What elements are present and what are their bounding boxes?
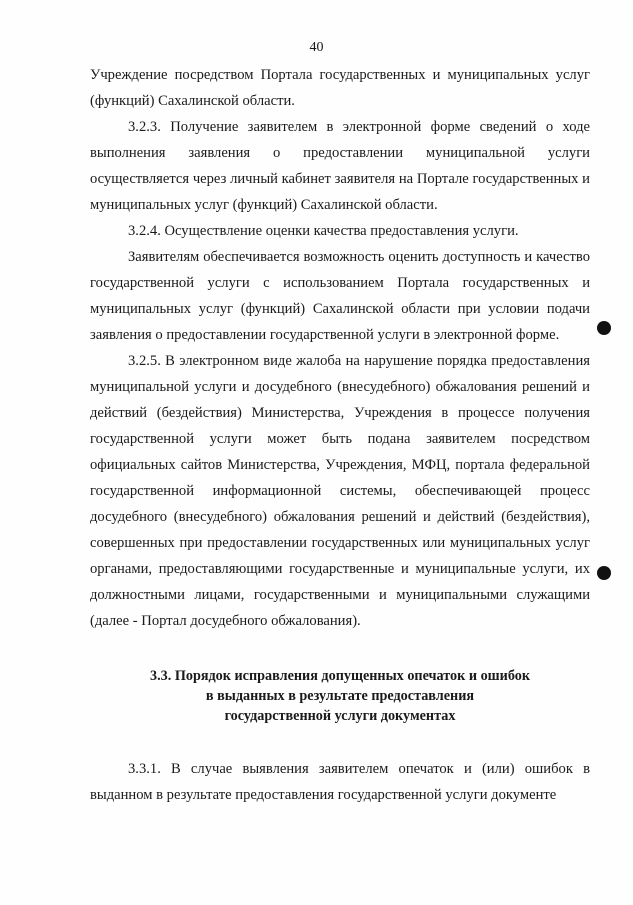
section-heading-line-3: государственной услуги документах <box>224 708 456 724</box>
section-heading-line-2: в выданных в результате предоставления <box>205 688 475 704</box>
section-heading <box>90 666 590 726</box>
paragraph: 3.2.4. Осуществление оценки качества предоставления услуги. <box>128 223 519 239</box>
paragraph: Заявителям обеспечивается возможность оценить доступность и качество государственной услуги с использованием Портала государственных и муниципальных услуг (функций) Сахалинской области при условии подачи заявления о предоставлении государственной услуги в электронной форме. <box>90 249 590 343</box>
hole-punch-mark <box>597 321 611 335</box>
paragraph: 3.3.1. В случае выявления заявителем опечаток и (или) ошибок в выданном в результате предоставления государственной услуги документе <box>90 761 590 803</box>
section-heading-line-1: 3.3. Порядок исправления допущенных опечаток и ошибок <box>149 668 530 684</box>
paragraph: 3.2.5. В электронном виде жалоба на нарушение порядка предоставления муниципальной услуги и досудебного (внесудебного) обжалования решений и действий (бездействия) Министерства, Учреждения в процессе получения государственной услуги может быть подана заявителем посредством официальных сайтов Министерства, Учреждения, МФЦ, портала федеральной государственной информационной системы, обеспечивающей процесс досудебного (внесудебного) обжалования решений и действий (бездействия), совершенных при предоставлении государственных или муниципальных услуг органами, предоставляющими государственные и муниципальные услуги, их должностными лицами, государственными и муниципальными служащими (далее - Портал досудебного обжалования). <box>90 353 590 629</box>
page-number: 40 <box>309 40 324 55</box>
top-paragraphs <box>90 62 590 634</box>
document-body <box>90 62 590 808</box>
paragraph: 3.2.3. Получение заявителем в электронной форме сведений о ходе выполнения заявления о предоставлении муниципальной услуги осуществляется через личный кабинет заявителя на Портале государственных и муниципальных услуг (функций) Сахалинской области. <box>90 119 590 213</box>
paragraph: Учреждение посредством Портала государственных и муниципальных услуг (функций) Сахалинской области. <box>90 67 590 109</box>
hole-punch-mark <box>597 566 611 580</box>
bottom-paragraphs <box>90 756 590 808</box>
